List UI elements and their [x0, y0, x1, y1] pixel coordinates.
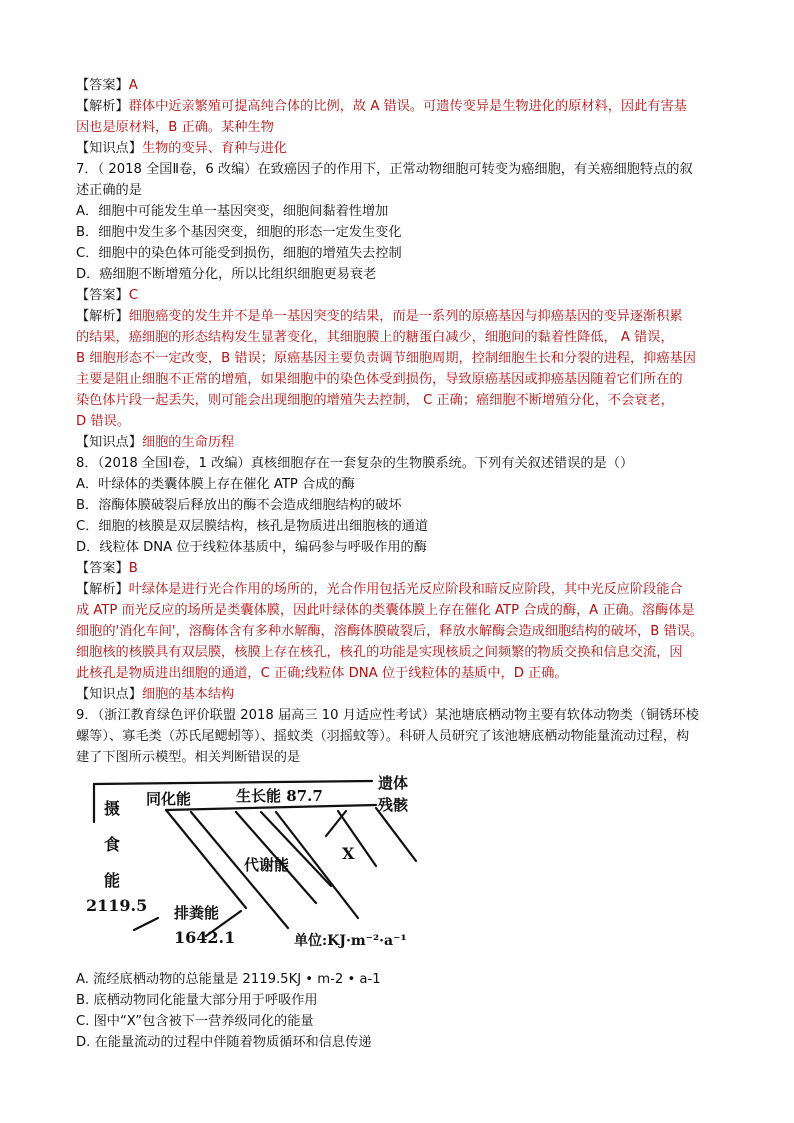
q7-explanation-line: B 细胞形态不一定改变，B 错误；原癌基因主要负责调节细胞周期，控制细胞生长和分裂的进程，抑癌基因 — [76, 351, 696, 366]
q8-explanation-line: 此核孔是物质进出细胞的通道，C 正确;线粒体 DNA 位于线粒体的基质中，D 正确。 — [76, 666, 568, 681]
q7-option-d: D．癌细胞不断增殖分化，所以比组织细胞更易衰老 — [76, 267, 377, 282]
q8-option-b: B．溶酶体膜破裂后释放出的酶不会造成细胞结构的破坏 — [76, 498, 402, 513]
q7-stem-line: 7．（ 2018 全国Ⅱ卷，6 改编）在致癌因子的作用下，正常动物细胞可转变为癌细胞，有关癌细胞特点的叙 — [76, 162, 693, 177]
q6-answer: 【答案】A — [76, 78, 138, 93]
q8-answer-value: B — [128, 561, 138, 576]
q7-explanation-line: D 错误。 — [76, 414, 130, 429]
q7-stem-line: 述正确的是 — [76, 183, 142, 198]
q9-option-b: B. 底栖动物同化能量大部分用于呼吸作用 — [76, 993, 318, 1008]
q6-explanation-line: 因也是原材料，B 正确。某种生物 — [76, 120, 274, 135]
diagram-x-label: X — [342, 844, 355, 863]
diagram-intake-char: 摄 — [104, 799, 121, 818]
diagram-excretion-label: 排粪能 — [174, 904, 220, 922]
q8-option-d: D．线粒体 DNA 位于线粒体基质中，编码参与呼吸作用的酶 — [76, 540, 427, 555]
q8-explanation-line: 细胞核的核膜具有双层膜，核膜上存在核孔，核孔的功能是实现核质之间频繁的物质交换和信息交流，因 — [76, 645, 683, 660]
q8-explanation-line: 细胞的'消化车间'，溶酶体含有多种水解酶，溶酶体膜破裂后，释放水解酶会造成细胞结构的破坏，B 错误。 — [76, 624, 704, 639]
q9-stem-line: 螺等）、寡毛类（苏氏尾鳃蚓等）、摇蚊类（羽摇蚊等）。科研人员研究了该池塘底栖动物能量流动过程，构 — [76, 729, 690, 744]
q7-explanation-line: 【解析】细胞癌变的发生并不是单一基因突变的结果，而是一系列的原癌基因与抑癌基因的变异逐渐积累 — [76, 309, 683, 324]
q8-answer: 【答案】B — [76, 561, 138, 576]
q6-knowledge-point: 【知识点】生物的变异、育种与进化 — [76, 141, 287, 156]
q8-knowledge-point: 【知识点】细胞的基本结构 — [76, 687, 235, 702]
q8-stem-line: 8．（2018 全国Ⅰ卷，1 改编）真核细胞存在一套复杂的生物膜系统。下列有关叙述错误的是（） — [76, 456, 634, 471]
q9-option-c: C. 图中“X”包含被下一营养级同化的能量 — [76, 1014, 314, 1029]
q8-explanation-line: 成 ATP 而光反应的场所是类囊体膜，因此叶绿体的类囊体膜上存在催化 ATP 合成的酶，A 正确。溶酶体是 — [76, 603, 695, 618]
diagram-remains-label-2: 残骸 — [378, 796, 409, 814]
q8-option-a: A．叶绿体的类囊体膜上存在催化 ATP 合成的酶 — [76, 477, 355, 492]
diagram-unit-label: 单位:KJ·m⁻²·a⁻¹ — [294, 933, 407, 949]
q7-explanation-line: 的结果，癌细胞的形态结构发生显著变化，其细胞膜上的糖蛋白减少，细胞间的黏着性降低， A 错误， — [76, 330, 674, 345]
q9-option-d: D. 在能量流动的过程中伴随着物质循环和信息传递 — [76, 1035, 372, 1050]
diagram-metabolism-label: 代谢能 — [244, 856, 290, 874]
q7-option-b: B．细胞中发生多个基因突变，细胞的形态一定发生变化 — [76, 225, 402, 240]
q9-stem-line: 建了下图所示模型。相关判断错误的是 — [76, 750, 301, 765]
q7-answer: 【答案】C — [76, 288, 138, 303]
q9-option-a: A. 流经底栖动物的总能量是 2119.5KJ • m-2 • a-1 — [76, 972, 381, 987]
q7-explanation-line: 染色体片段一起丢失，则可能会出现细胞的增殖失去控制， C 正确；癌细胞不断增殖分化，不会衰老， — [76, 393, 674, 408]
q7-explanation-line: 主要是阻止细胞不正常的增殖，如果细胞中的染色体受到损伤，导致原癌基因或抑癌基因随着它们所在的 — [76, 372, 683, 387]
diagram-excretion-value: 1642.1 — [174, 928, 236, 947]
q9-stem-line: 9．（浙江教育绿色评价联盟 2018 届高三 10 月适应性考试）某池塘底栖动物主要有软体动物类（铜锈环棱 — [76, 708, 699, 723]
diagram-growth-label: 生长能 87.7 — [236, 787, 323, 805]
diagram-assimilation-label: 同化能 — [146, 790, 192, 808]
q7-answer-value: C — [128, 288, 138, 303]
q8-option-c: C．细胞的核膜是双层膜结构，核孔是物质进出细胞核的通道 — [76, 519, 429, 534]
diagram-intake-char: 能 — [104, 871, 121, 890]
q6-answer-value: A — [128, 78, 138, 93]
q6-explanation-line: 【解析】群体中近亲繁殖可提高纯合体的比例，故 A 错误。可遗传变异是生物进化的原材料，因此有害基 — [76, 99, 687, 114]
diagram-intake-value: 2119.5 — [86, 896, 148, 915]
energy-flow-diagram — [76, 768, 436, 968]
diagram-intake-char: 食 — [104, 835, 121, 854]
diagram-remains-label-1: 遗体 — [378, 774, 409, 792]
q7-option-c: C．细胞中的染色体可能受到损伤，细胞的增殖失去控制 — [76, 246, 402, 261]
q7-knowledge-point: 【知识点】细胞的生命历程 — [76, 435, 235, 450]
q7-option-a: A．细胞中可能发生单一基因突变，细胞间黏着性增加 — [76, 204, 389, 219]
q8-explanation-line: 【解析】叶绿体是进行光合作用的场所的，光合作用包括光反应阶段和暗反应阶段，其中光反应阶段能合 — [76, 582, 683, 597]
